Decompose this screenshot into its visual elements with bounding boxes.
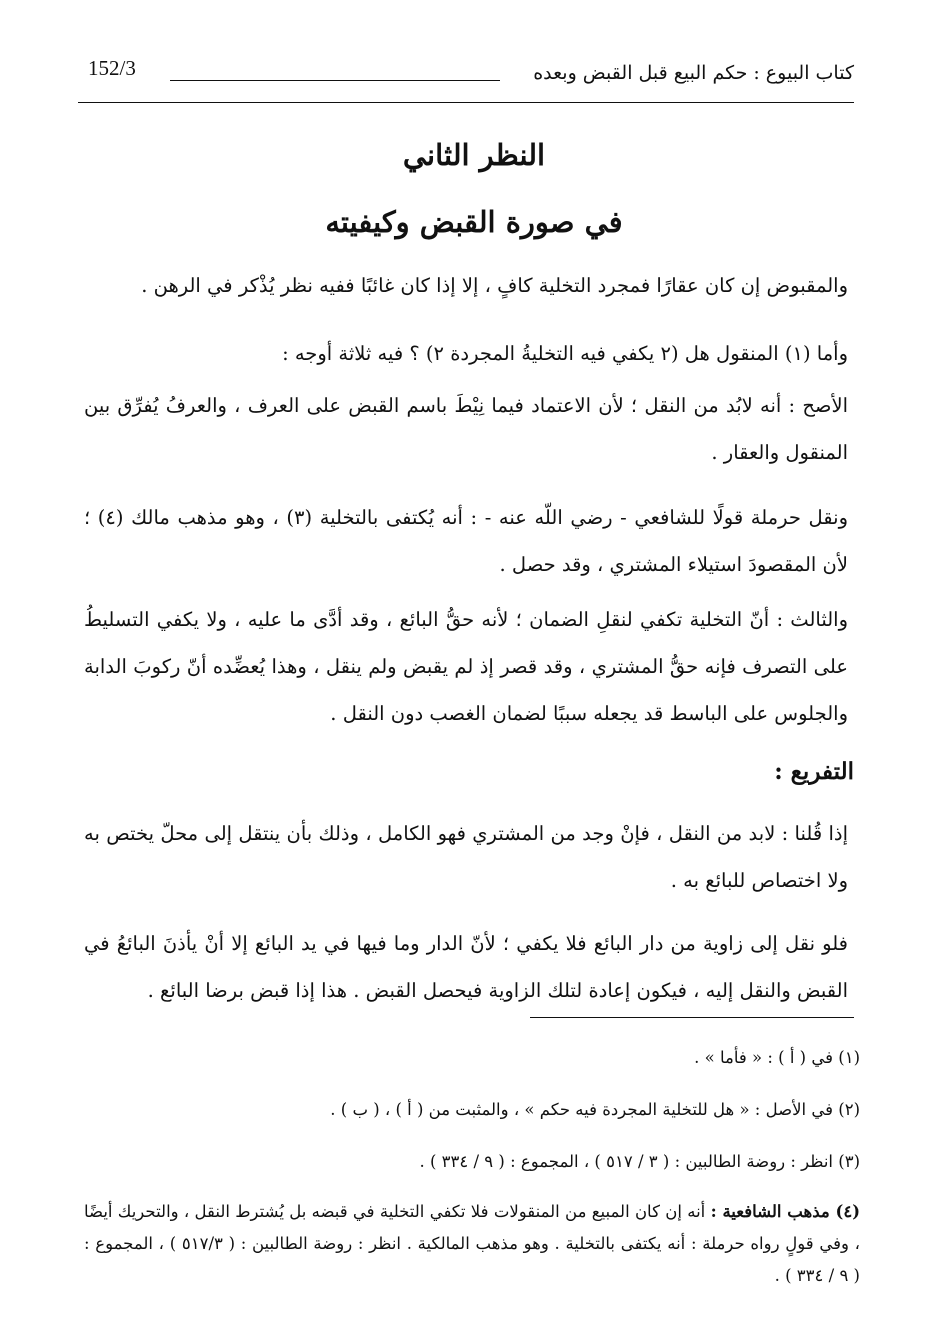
paragraph-branch-2: فلو نقل إلى زاوية من دار البائع فلا يكفي ؛ لأنّ الدار وما فيها في يد البائع إلا أنْ يأذنَ البائعُ في القبض والنقل إليه ، فيكون إعادة لتلك الزاوية فيحصل القبض . هذا إذا قبض برضا البائع . — [84, 932, 848, 1002]
paragraph-branch-1: إذا قُلنا : لابد من النقل ، فإنْ وجد من المشتري فهو الكامل ، وذلك بأن ينتقل إلى محلّ يختص به ولا اختصاص للبائع به . — [84, 822, 848, 892]
page-number: 152/3 — [88, 56, 136, 80]
running-header — [78, 56, 854, 106]
header-dash-line — [170, 80, 500, 81]
footnote-4-lead: (٤) مذهب الشافعية : — [710, 1202, 860, 1221]
section-subtitle: في صورة القبض وكيفيته — [325, 205, 623, 239]
paragraph-second-view: ونقل حرملة قولًا للشافعي - رضي اللّه عنه - : أنه يُكتفى بالتخلية (٣) ، وهو مذهب مالك (٤) ؛ لأن المقصودَ استيلاء المشتري ، وقد حصل . — [84, 506, 848, 576]
paragraph-property: والمقبوض إن كان عقارًا فمجرد التخلية كافٍ ، إلا إذا كان غائبًا ففيه نظر يُذْكر في الرهن . — [141, 274, 848, 297]
footnote-separator — [530, 1017, 854, 1018]
paragraph-first-view: الأصح : أنه لابُد من النقل ؛ لأن الاعتماد فيما نِيْطَ باسم القبض على العرف ، والعرفُ يُفرِّق بين المنقول والعقار . — [84, 394, 848, 464]
paragraph-movables: وأما (١) المنقول هل (٢ يكفي فيه التخليةُ المجردة ٢) ؟ فيه ثلاثة أوجه : — [282, 342, 848, 365]
footnote-4-text: أنه إن كان المبيع من المنقولات فلا تكفي التخلية في قبضه بل يُشترط النقل ، والتحريك أيضًا ، وفي قولٍ رواه حرملة : أنه يكتفى بالتخلية . وهو مذهب المالكية . انظر : روضة الطالبين : ( ٥١٧/٣ ) ، المجموع : ( ٩ / ٣٣٤ ) . — [84, 1202, 860, 1285]
header-title: كتاب البيوع : حكم البيع قبل القبض وبعده — [533, 62, 854, 84]
footnote-3: (٣) انظر : روضة الطالبين : ( ٣ / ٥١٧ ) ، المجموع : ( ٩ / ٣٣٤ ) . — [419, 1152, 860, 1171]
paragraph-third-view: والثالث : أنّ التخلية تكفي لنقلِ الضمان ؛ لأنه حقُّ البائع ، وقد أدَّى ما عليه ، ولا يكفي التسليطُ على التصرف فإنه حقُّ المشتري ، وقد قصر إذ لم يقبض ولم ينقل ، وهذا يُعضِّده أنّ ركوبَ الدابة والجلوس على الباسط قد يجعله سببًا لضمان الغصب دون النقل . — [84, 608, 848, 725]
footnote-1: (١) في ( أ ) : « فأما » . — [694, 1048, 860, 1067]
footnote-4 — [84, 1196, 860, 1292]
header-rule — [78, 102, 854, 103]
section-title: النظر الثاني — [402, 138, 546, 172]
footnote-2: (٢) في الأصل : « هل للتخلية المجردة فيه حكم » ، والمثبت من ( أ ) ، ( ب ) . — [330, 1100, 860, 1119]
subheading: التفريع : — [774, 758, 854, 785]
